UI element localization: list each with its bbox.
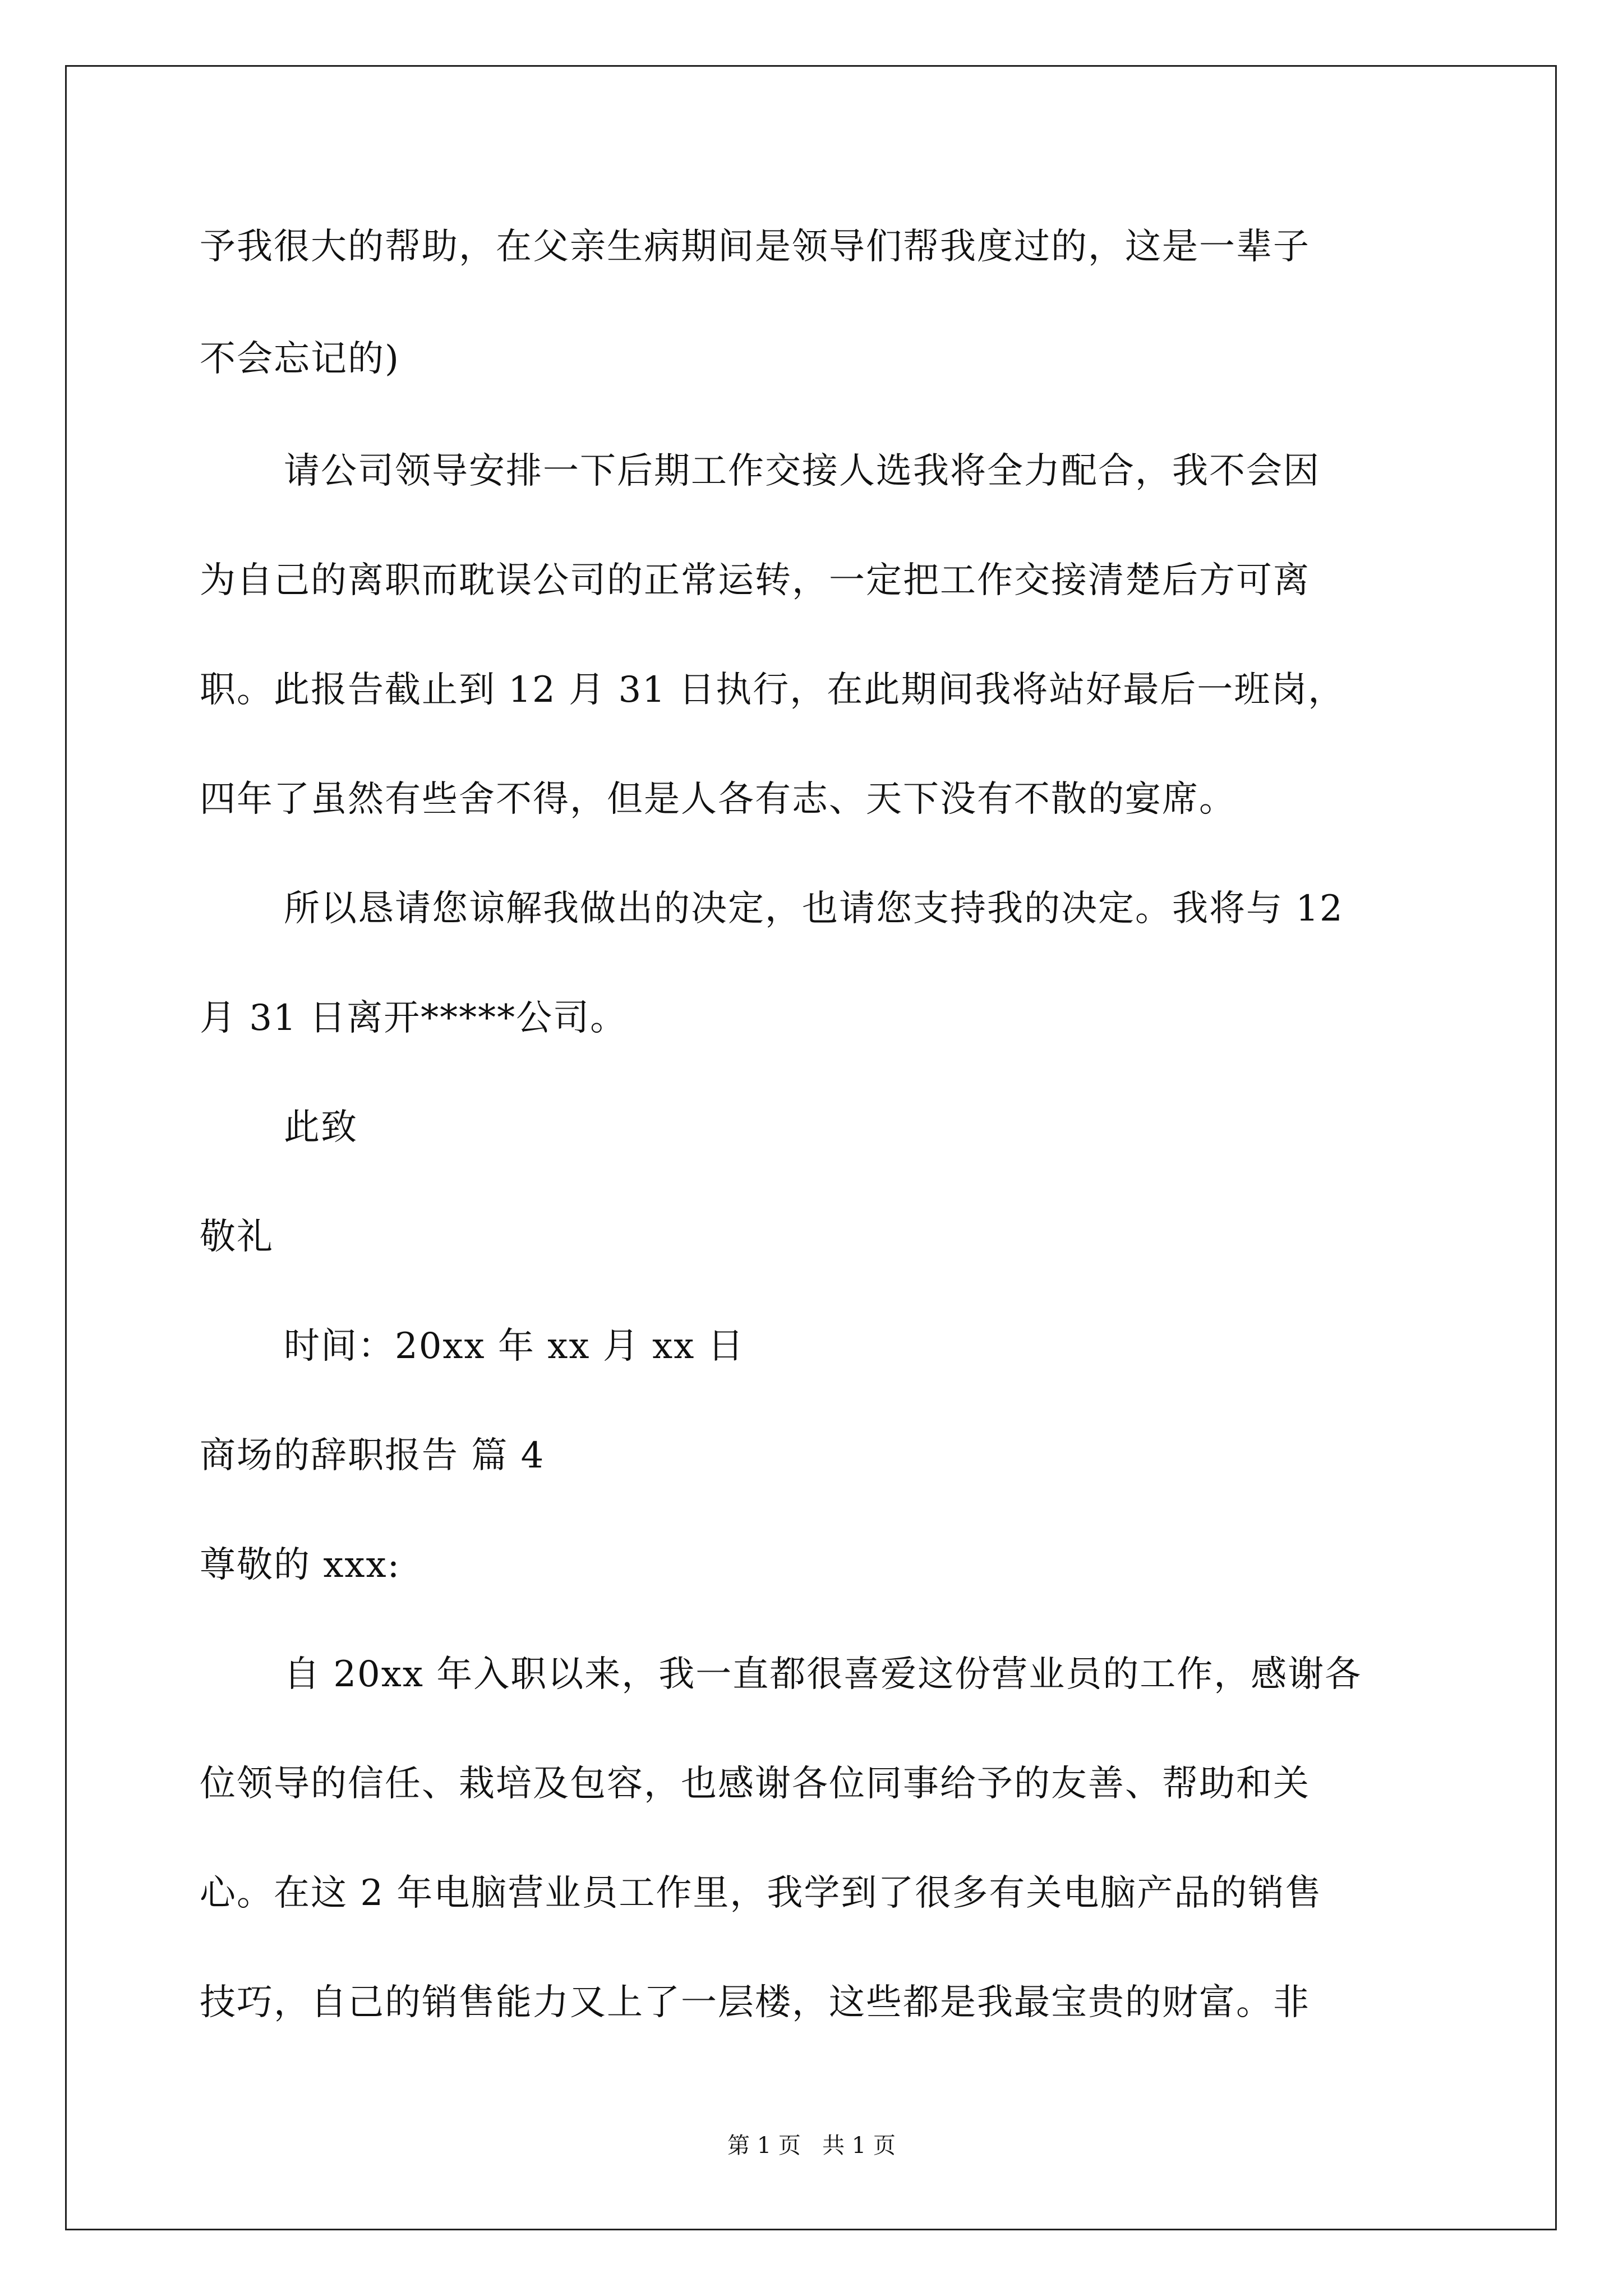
date-line: 时间：20xx 年 xx 月 xx 日 [284, 1326, 745, 1367]
body-line-5: 职。此报告截止到 12 月 31 日执行，在此期间我将站好最后一班岗， [200, 669, 1345, 711]
body-line-7: 所以恳请您谅解我做出的决定，也请您支持我的决定。我将与 12 [284, 888, 1344, 930]
body-line-4: 为自己的离职而耽误公司的正常运转，一定把工作交接清楚后方可离 [200, 560, 1310, 601]
body-line-8: 月 31 日离开*****公司。 [200, 997, 628, 1039]
body-line-2: 不会忘记的) [200, 338, 400, 380]
body-line-1: 予我很大的帮助，在父亲生病期间是领导们帮我度过的，这是一辈子 [200, 226, 1310, 268]
body-line-14: 自 20xx 年入职以来，我一直都很喜爱这份营业员的工作，感谢各 [284, 1654, 1362, 1695]
closing-salutation: 此致 [284, 1107, 358, 1148]
greeting-line: 尊敬的 xxx: [200, 1544, 401, 1586]
body-line-17: 技巧，自己的销售能力又上了一层楼，这些都是我最宝贵的财富。非 [200, 1982, 1310, 2023]
body-line-3: 请公司领导安排一下后期工作交接人选我将全力配合，我不会因 [284, 450, 1320, 492]
section-heading: 商场的辞职报告 篇 4 [200, 1435, 545, 1476]
body-line-15: 位领导的信任、栽培及包容，也感谢各位同事给予的友善、帮助和关 [200, 1763, 1310, 1805]
closing-regards: 敬礼 [200, 1216, 274, 1258]
page-footer: 第 1 页 共 1 页 [727, 2133, 896, 2159]
body-line-6: 四年了虽然有些舍不得，但是人各有志、天下没有不散的宴席。 [200, 779, 1236, 820]
body-line-16: 心。在这 2 年电脑营业员工作里，我学到了很多有关电脑产品的销售 [200, 1872, 1322, 1914]
